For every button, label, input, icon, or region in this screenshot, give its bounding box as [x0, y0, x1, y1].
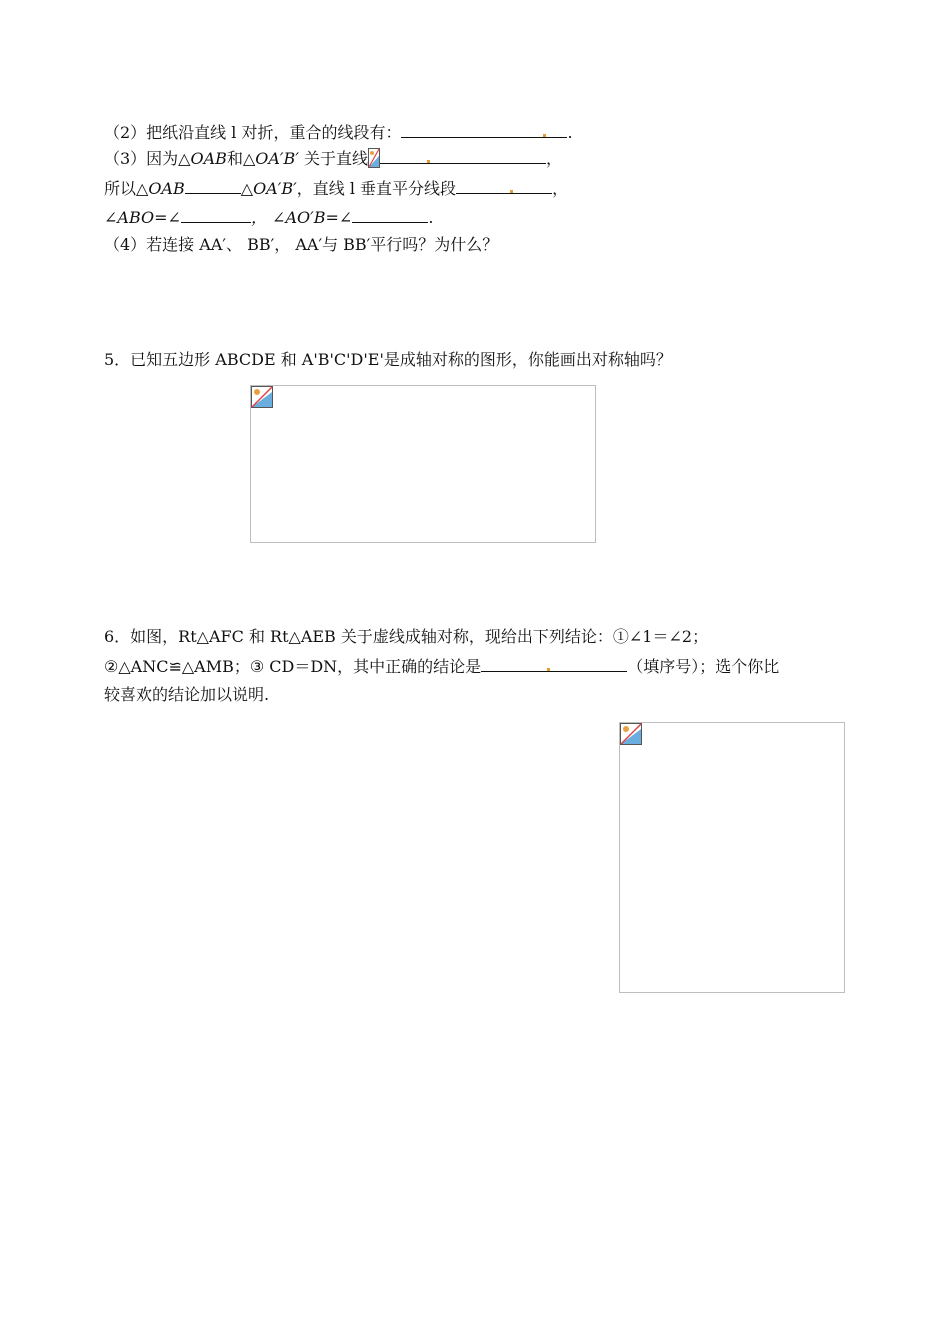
q5-text: 5．已知五边形 ABCDE 和 A'B'C'D'E'是成轴对称的图形，你能画出对称轴吗？ [104, 350, 672, 369]
answer-blank[interactable] [181, 206, 251, 223]
answer-blank[interactable] [481, 655, 627, 672]
q4-part3: （3）因为△OAB和△OA′B′ 关于直线 ， [104, 149, 563, 168]
broken-image-icon [620, 723, 642, 745]
answer-blank[interactable] [380, 147, 546, 164]
q6-line1: 6．如图，Rt△AFC 和 Rt△AEB 关于虚线成轴对称，现给出下列结论：①∠1＝∠2； [104, 627, 709, 646]
q4-line3: 所以△OAB △OA′B′，直线 l 垂直平分线段 ， [104, 179, 569, 198]
q4-part4: （4）若连接 AA′、 BB′， AA′与 BB′平行吗？为什么？ [104, 235, 499, 254]
answer-blank[interactable] [456, 177, 552, 194]
q6-line2: ②△ANC≌△AMB；③ CD＝DN，其中正确的结论是 （填序号）；选个你比 [104, 657, 780, 676]
answer-blank[interactable] [352, 206, 428, 223]
q6-figure [619, 722, 845, 993]
q6-line3: 较喜欢的结论加以说明. [104, 685, 270, 704]
broken-image-icon [251, 386, 273, 408]
q5-figure [250, 385, 596, 543]
q4-part2: （2）把纸沿直线 l 对折，重合的线段有： . [104, 123, 573, 142]
broken-image-icon [368, 148, 380, 168]
answer-blank[interactable] [401, 121, 567, 138]
q4-line4: ∠ABO=∠ ， ∠AO′B=∠ . [104, 208, 434, 227]
answer-blank[interactable] [185, 177, 241, 194]
